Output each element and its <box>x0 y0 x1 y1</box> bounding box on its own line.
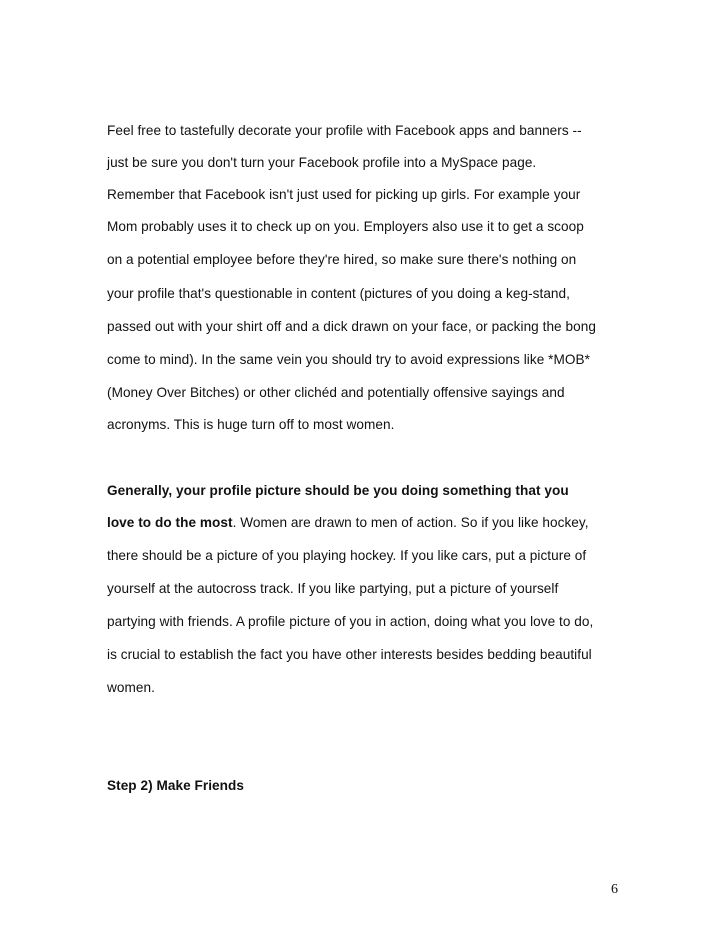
paragraph-3-line-2-rest: . Women are drawn to men of action. So if you like hockey, <box>232 515 589 530</box>
paragraph-2-line-2: Mom probably uses it to check up on you. Employers also use it to get a scoop <box>107 219 584 234</box>
paragraph-2-line-8: acronyms. This is huge turn off to most women. <box>107 417 395 432</box>
paragraph-1-line-1: Feel free to tastefully decorate your profile with Facebook apps and banners -- <box>107 123 582 138</box>
paragraph-2-line-7: (Money Over Bitches) or other clichéd and potentially offensive sayings and <box>107 385 565 400</box>
paragraph-2-line-5: passed out with your shirt off and a dick drawn on your face, or packing the bong <box>107 319 596 334</box>
paragraph-3-line-2 <box>107 514 589 531</box>
paragraph-2-line-6: come to mind). In the same vein you should try to avoid expressions like *MOB* <box>107 352 590 367</box>
page-number: 6 <box>611 882 618 897</box>
section-heading: Step 2) Make Friends <box>107 778 244 793</box>
paragraph-3-bold-line-1: Generally, your profile picture should be you doing something that you <box>107 483 569 498</box>
paragraph-2-line-4: your profile that's questionable in content (pictures of you doing a keg-stand, <box>107 286 570 301</box>
paragraph-3-line-5: partying with friends. A profile picture of you in action, doing what you love to do, <box>107 614 594 629</box>
paragraph-1-line-2: just be sure you don't turn your Facebook profile into a MySpace page. <box>107 155 537 170</box>
paragraph-3-bold-phrase: love to do the most <box>107 515 233 530</box>
paragraph-3-line-4: yourself at the autocross track. If you like partying, put a picture of yourself <box>107 581 559 596</box>
paragraph-3-line-7: women. <box>107 680 155 695</box>
paragraph-3-line-6: is crucial to establish the fact you have other interests besides bedding beautiful <box>107 647 592 662</box>
paragraph-3-line-3: there should be a picture of you playing hockey. If you like cars, put a picture of <box>107 548 587 563</box>
paragraph-2-line-3: on a potential employee before they're hired, so make sure there's nothing on <box>107 252 577 267</box>
paragraph-2-line-1: Remember that Facebook isn't just used for picking up girls. For example your <box>107 187 581 202</box>
